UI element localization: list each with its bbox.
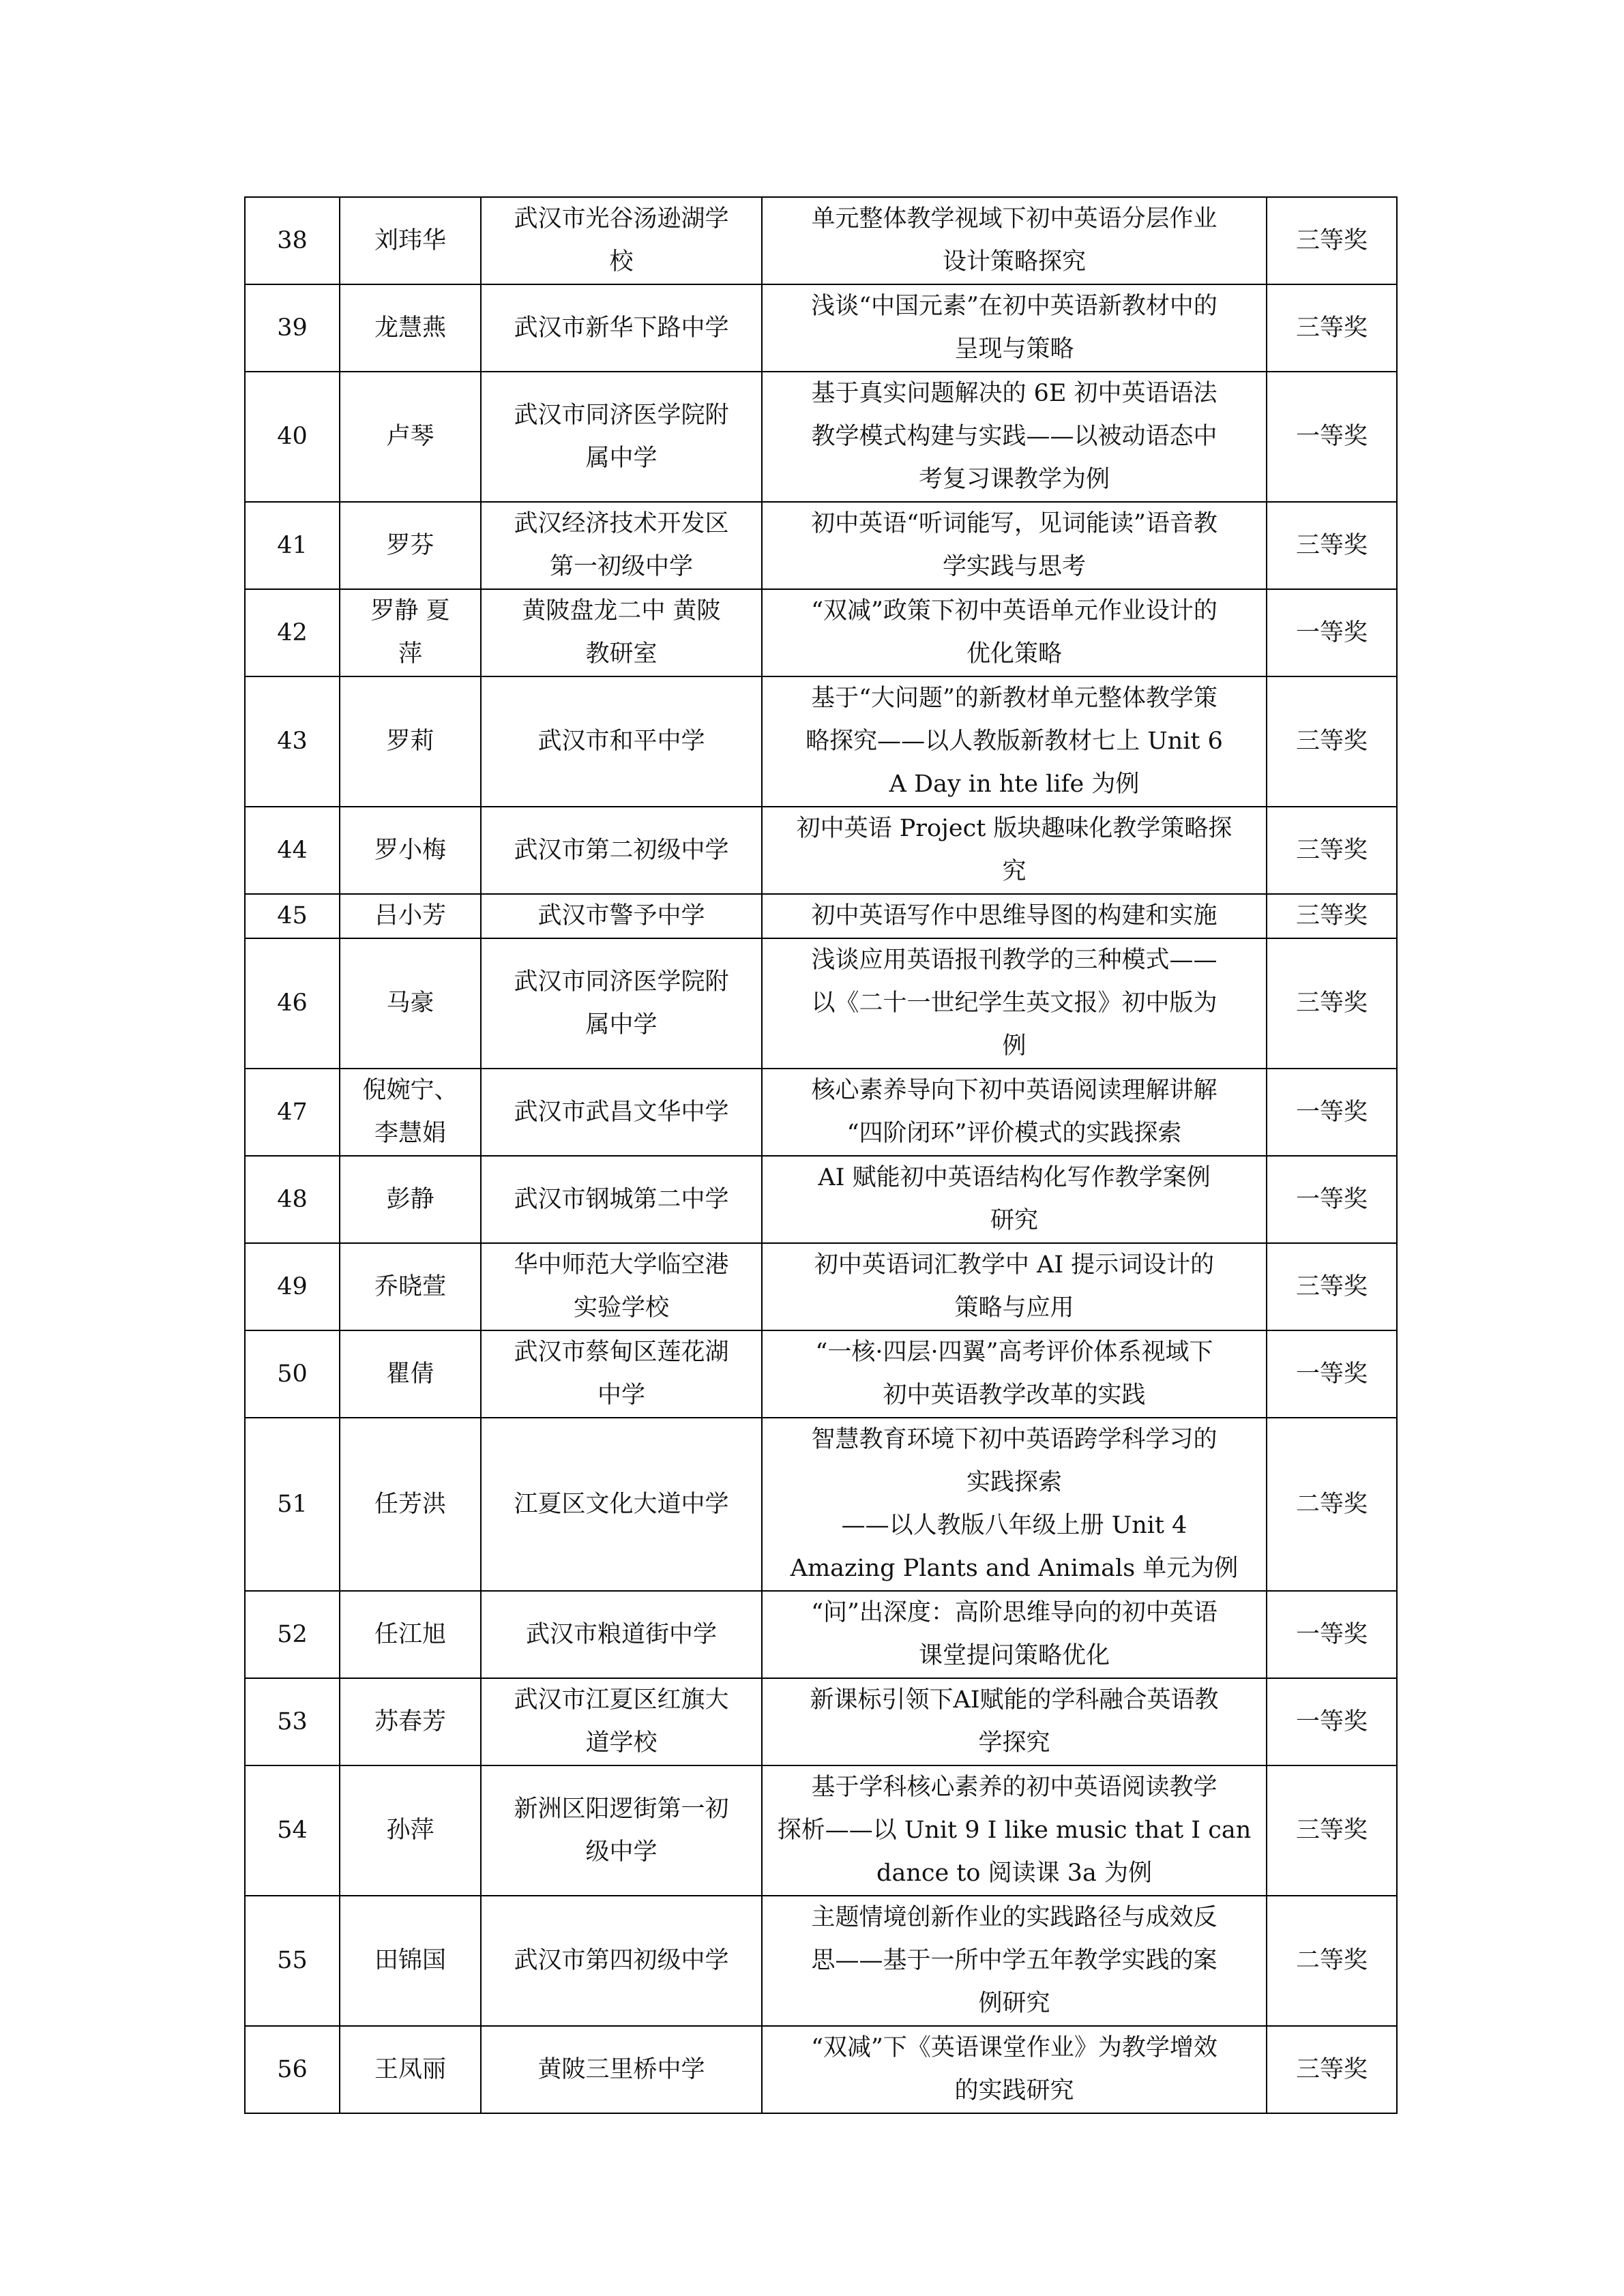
paper-title-cell-line: 初中英语词汇教学中 AI 提示词设计的 <box>814 1251 1215 1279</box>
paper-title-cell-line: 浅谈“中国元素”在初中英语新教材中的 <box>811 293 1217 320</box>
paper-title-cell-line: 初中英语“听词能写，见词能读”语音教 <box>811 510 1217 537</box>
paper-title-cell <box>762 589 1267 676</box>
award-level-cell: 三等奖 <box>1267 2026 1397 2113</box>
school-cell <box>481 1591 762 1678</box>
award-level-cell: 二等奖 <box>1267 1418 1397 1591</box>
paper-title-cell-line: 例 <box>1002 1032 1027 1060</box>
author-name-cell <box>340 1678 481 1765</box>
paper-title-cell-line: 主题情境创新作业的实践路径与成效反 <box>811 1904 1217 1931</box>
paper-title-cell <box>762 1243 1267 1330</box>
paper-title-cell-line: dance to 阅读课 3a 为例 <box>876 1860 1152 1887</box>
row-number-cell: 48 <box>245 1156 340 1243</box>
school-cell <box>481 1243 762 1330</box>
row-number-cell: 54 <box>245 1765 340 1896</box>
school-cell-line: 武汉经济技术开发区 <box>514 510 729 537</box>
paper-title-cell-line: 核心素养导向下初中英语阅读理解讲解 <box>811 1077 1217 1104</box>
author-name-cell-line: 卢琴 <box>386 423 434 450</box>
table-row <box>245 2026 1397 2113</box>
awards-table-body <box>245 197 1397 2113</box>
author-name-cell-line: 马豪 <box>386 989 434 1017</box>
table-row <box>245 938 1397 1069</box>
school-cell <box>481 372 762 502</box>
paper-title-cell <box>762 1418 1267 1591</box>
school-cell-line: 黄陂三里桥中学 <box>537 2055 705 2083</box>
author-name-cell <box>340 502 481 589</box>
author-name-cell <box>340 284 481 372</box>
table-row <box>245 1243 1397 1330</box>
paper-title-cell-line: ——以人教版八年级上册 Unit 4 <box>841 1512 1187 1539</box>
author-name-cell <box>340 1591 481 1678</box>
school-cell-line: 新洲区阳逻街第一初 <box>514 1795 729 1823</box>
school-cell-line: 级中学 <box>585 1838 658 1866</box>
award-level-cell: 三等奖 <box>1267 938 1397 1069</box>
school-cell <box>481 502 762 589</box>
author-name-cell-line: 罗小梅 <box>374 836 446 864</box>
author-name-cell-line: 任江旭 <box>374 1620 446 1648</box>
school-cell <box>481 894 762 938</box>
school-cell-line: 武汉市新华下路中学 <box>514 314 729 342</box>
school-cell <box>481 1418 762 1591</box>
author-name-cell-line: 刘玮华 <box>374 226 446 254</box>
author-name-cell <box>340 676 481 807</box>
author-name-cell-line: 罗静 夏 <box>370 597 450 625</box>
table-row <box>245 284 1397 372</box>
row-number-cell: 40 <box>245 372 340 502</box>
table-row <box>245 502 1397 589</box>
row-number-cell: 43 <box>245 676 340 807</box>
author-name-cell <box>340 372 481 502</box>
author-name-cell <box>340 1418 481 1591</box>
paper-title-cell-line: 浅谈应用英语报刊教学的三种模式—— <box>811 946 1217 974</box>
paper-title-cell <box>762 2026 1267 2113</box>
row-number-cell: 53 <box>245 1678 340 1765</box>
author-name-cell <box>340 1765 481 1896</box>
school-cell-line: 武汉市粮道街中学 <box>525 1620 717 1648</box>
award-level-cell: 三等奖 <box>1267 284 1397 372</box>
school-cell-line: 江夏区文化大道中学 <box>514 1490 729 1518</box>
paper-title-cell-line: 初中英语写作中思维导图的构建和实施 <box>811 902 1217 929</box>
paper-title-cell <box>762 1330 1267 1418</box>
author-name-cell <box>340 1156 481 1243</box>
paper-title-cell-line: 以《二十一世纪学生英文报》初中版为 <box>811 989 1217 1017</box>
row-number-cell: 41 <box>245 502 340 589</box>
school-cell-line: 道学校 <box>585 1729 658 1757</box>
table-row <box>245 1591 1397 1678</box>
award-level-cell: 一等奖 <box>1267 589 1397 676</box>
paper-title-cell-line: 考复习课教学为例 <box>918 466 1110 493</box>
table-row <box>245 1765 1397 1896</box>
school-cell-line: 武汉市蔡甸区莲花湖 <box>514 1339 729 1366</box>
school-cell-line: 武汉市同济医学院附 <box>514 401 729 429</box>
author-name-cell-line: 彭静 <box>386 1185 434 1213</box>
paper-title-cell-line: A Day in hte life 为例 <box>889 771 1140 798</box>
school-cell <box>481 1896 762 2026</box>
author-name-cell-line: 乔晓萱 <box>374 1272 446 1300</box>
award-level-cell: 一等奖 <box>1267 1330 1397 1418</box>
row-number-cell: 55 <box>245 1896 340 2026</box>
row-number-cell: 42 <box>245 589 340 676</box>
author-name-cell <box>340 589 481 676</box>
paper-title-cell <box>762 1896 1267 2026</box>
row-number-cell: 45 <box>245 894 340 938</box>
author-name-cell <box>340 894 481 938</box>
award-level-cell: 三等奖 <box>1267 894 1397 938</box>
author-name-cell <box>340 2026 481 2113</box>
table-row <box>245 1678 1397 1765</box>
row-number-cell: 56 <box>245 2026 340 2113</box>
table-row <box>245 1330 1397 1418</box>
author-name-cell-line: 萍 <box>398 640 422 668</box>
author-name-cell-line: 李慧娟 <box>374 1120 446 1147</box>
school-cell-line: 黄陂盘龙二中 黄陂 <box>522 597 721 625</box>
paper-title-cell <box>762 1678 1267 1765</box>
paper-title-cell <box>762 894 1267 938</box>
author-name-cell <box>340 1330 481 1418</box>
school-cell-line: 教研室 <box>585 640 658 668</box>
paper-title-cell-line: AI 赋能初中英语结构化写作教学案例 <box>818 1164 1211 1191</box>
paper-title-cell <box>762 197 1267 284</box>
paper-title-cell <box>762 502 1267 589</box>
school-cell-line: 校 <box>609 248 634 275</box>
paper-title-cell-line: 实践探索 <box>966 1469 1062 1496</box>
author-name-cell-line: 龙慧燕 <box>374 314 446 342</box>
paper-title-cell <box>762 1156 1267 1243</box>
table-row <box>245 1418 1397 1591</box>
school-cell <box>481 1678 762 1765</box>
author-name-cell-line: 苏春芳 <box>374 1708 446 1735</box>
school-cell <box>481 676 762 807</box>
award-level-cell: 一等奖 <box>1267 1069 1397 1156</box>
author-name-cell <box>340 938 481 1069</box>
school-cell <box>481 1069 762 1156</box>
school-cell-line: 武汉市和平中学 <box>537 728 705 755</box>
row-number-cell: 49 <box>245 1243 340 1330</box>
paper-title-cell-line: 的实践研究 <box>954 2077 1074 2104</box>
paper-title-cell-line: “一核·四层·四翼”高考评价体系视域下 <box>815 1339 1213 1366</box>
author-name-cell-line: 王凤丽 <box>374 2055 446 2083</box>
award-level-cell: 三等奖 <box>1267 502 1397 589</box>
author-name-cell <box>340 1896 481 2026</box>
paper-title-cell <box>762 676 1267 807</box>
school-cell-line: 中学 <box>597 1382 645 1409</box>
author-name-cell <box>340 197 481 284</box>
paper-title-cell-line: 优化策略 <box>966 640 1062 668</box>
paper-title-cell-line: 初中英语教学改革的实践 <box>883 1382 1146 1409</box>
paper-title-cell-line: 基于真实问题解决的 6E 初中英语语法 <box>811 380 1217 407</box>
row-number-cell: 50 <box>245 1330 340 1418</box>
table-row <box>245 676 1397 807</box>
paper-title-cell-line: 学探究 <box>978 1729 1050 1757</box>
table-row <box>245 372 1397 502</box>
table-row <box>245 1896 1397 2026</box>
paper-title-cell <box>762 807 1267 894</box>
school-cell <box>481 938 762 1069</box>
table-row <box>245 807 1397 894</box>
row-number-cell: 51 <box>245 1418 340 1591</box>
paper-title-cell-line: 智慧教育环境下初中英语跨学科学习的 <box>811 1426 1217 1453</box>
paper-title-cell-line: “四阶闭环”评价模式的实践探索 <box>846 1120 1182 1147</box>
school-cell-line: 实验学校 <box>573 1294 669 1322</box>
author-name-cell-line: 瞿倩 <box>386 1360 434 1388</box>
award-level-cell: 二等奖 <box>1267 1896 1397 2026</box>
paper-title-cell <box>762 1765 1267 1896</box>
row-number-cell: 44 <box>245 807 340 894</box>
paper-title-cell-line: 设计策略探究 <box>942 248 1086 275</box>
school-cell <box>481 1330 762 1418</box>
paper-title-cell-line: 单元整体教学视域下初中英语分层作业 <box>811 205 1217 233</box>
school-cell-line: 属中学 <box>585 1011 658 1039</box>
paper-title-cell <box>762 938 1267 1069</box>
paper-title-cell-line: 究 <box>1002 858 1027 885</box>
school-cell-line: 武汉市钢城第二中学 <box>514 1185 729 1213</box>
paper-title-cell-line: “双减”下《英语课堂作业》为教学增效 <box>811 2034 1217 2061</box>
school-cell-line: 华中师范大学临空港 <box>514 1251 729 1279</box>
table-row <box>245 894 1397 938</box>
paper-title-cell-line: 探析——以 Unit 9 I like music that I can <box>777 1817 1252 1844</box>
school-cell <box>481 1765 762 1896</box>
author-name-cell-line: 罗芬 <box>386 531 434 559</box>
award-level-cell: 一等奖 <box>1267 372 1397 502</box>
school-cell-line: 武汉市武昌文华中学 <box>514 1098 729 1126</box>
paper-title-cell <box>762 1591 1267 1678</box>
school-cell-line: 武汉市光谷汤逊湖学 <box>514 205 729 233</box>
paper-title-cell-line: “双减”政策下初中英语单元作业设计的 <box>811 597 1217 625</box>
author-name-cell <box>340 807 481 894</box>
table-row <box>245 589 1397 676</box>
table-row <box>245 1069 1397 1156</box>
school-cell-line: 武汉市警予中学 <box>537 902 705 929</box>
paper-title-cell-line: 思——基于一所中学五年教学实践的案 <box>811 1947 1217 1974</box>
award-level-cell: 一等奖 <box>1267 1591 1397 1678</box>
paper-title-cell-line: 初中英语 Project 版块趣味化教学策略探 <box>796 815 1232 842</box>
award-level-cell: 一等奖 <box>1267 1156 1397 1243</box>
school-cell <box>481 1156 762 1243</box>
author-name-cell-line: 孙萍 <box>386 1817 434 1844</box>
awards-table <box>244 196 1398 2114</box>
paper-title-cell-line: 研究 <box>990 1207 1038 1234</box>
school-cell-line: 武汉市江夏区红旗大 <box>514 1686 729 1714</box>
paper-title-cell <box>762 284 1267 372</box>
award-level-cell: 三等奖 <box>1267 1243 1397 1330</box>
author-name-cell-line: 吕小芳 <box>374 902 446 929</box>
award-level-cell: 三等奖 <box>1267 1765 1397 1896</box>
school-cell <box>481 2026 762 2113</box>
school-cell-line: 武汉市第二初级中学 <box>514 836 729 864</box>
author-name-cell <box>340 1243 481 1330</box>
school-cell <box>481 807 762 894</box>
paper-title-cell-line: 新课标引领下AI赋能的学科融合英语教 <box>810 1686 1219 1714</box>
award-level-cell: 一等奖 <box>1267 1678 1397 1765</box>
row-number-cell: 38 <box>245 197 340 284</box>
author-name-cell <box>340 1069 481 1156</box>
school-cell-line: 第一初级中学 <box>549 553 693 580</box>
paper-title-cell-line: Amazing Plants and Animals 单元为例 <box>790 1555 1239 1582</box>
paper-title-cell <box>762 1069 1267 1156</box>
table-row <box>245 197 1397 284</box>
paper-title-cell-line: 略探究——以人教版新教材七上 Unit 6 <box>806 728 1223 755</box>
award-level-cell: 三等奖 <box>1267 807 1397 894</box>
table-row <box>245 1156 1397 1243</box>
paper-title-cell-line: 基于“大问题”的新教材单元整体教学策 <box>811 685 1217 712</box>
author-name-cell-line: 倪婉宁、 <box>362 1077 458 1104</box>
paper-title-cell <box>762 372 1267 502</box>
paper-title-cell-line: 学实践与思考 <box>942 553 1086 580</box>
author-name-cell-line: 任芳洪 <box>374 1490 446 1518</box>
school-cell-line: 属中学 <box>585 444 658 472</box>
row-number-cell: 52 <box>245 1591 340 1678</box>
paper-title-cell-line: 课堂提问策略优化 <box>918 1642 1110 1669</box>
author-name-cell-line: 罗莉 <box>386 728 434 755</box>
paper-title-cell-line: “问”出深度：高阶思维导向的初中英语 <box>811 1599 1217 1626</box>
award-level-cell: 三等奖 <box>1267 197 1397 284</box>
paper-title-cell-line: 呈现与策略 <box>954 336 1074 363</box>
school-cell <box>481 197 762 284</box>
school-cell-line: 武汉市同济医学院附 <box>514 968 729 996</box>
row-number-cell: 47 <box>245 1069 340 1156</box>
author-name-cell-line: 田锦国 <box>374 1947 446 1974</box>
paper-title-cell-line: 基于学科核心素养的初中英语阅读教学 <box>811 1774 1217 1801</box>
school-cell <box>481 589 762 676</box>
award-level-cell: 三等奖 <box>1267 676 1397 807</box>
school-cell-line: 武汉市第四初级中学 <box>514 1947 729 1974</box>
paper-title-cell-line: 教学模式构建与实践——以被动语态中 <box>811 423 1217 450</box>
school-cell <box>481 284 762 372</box>
row-number-cell: 39 <box>245 284 340 372</box>
paper-title-cell-line: 策略与应用 <box>954 1294 1074 1322</box>
row-number-cell: 46 <box>245 938 340 1069</box>
paper-title-cell-line: 例研究 <box>978 1990 1050 2017</box>
